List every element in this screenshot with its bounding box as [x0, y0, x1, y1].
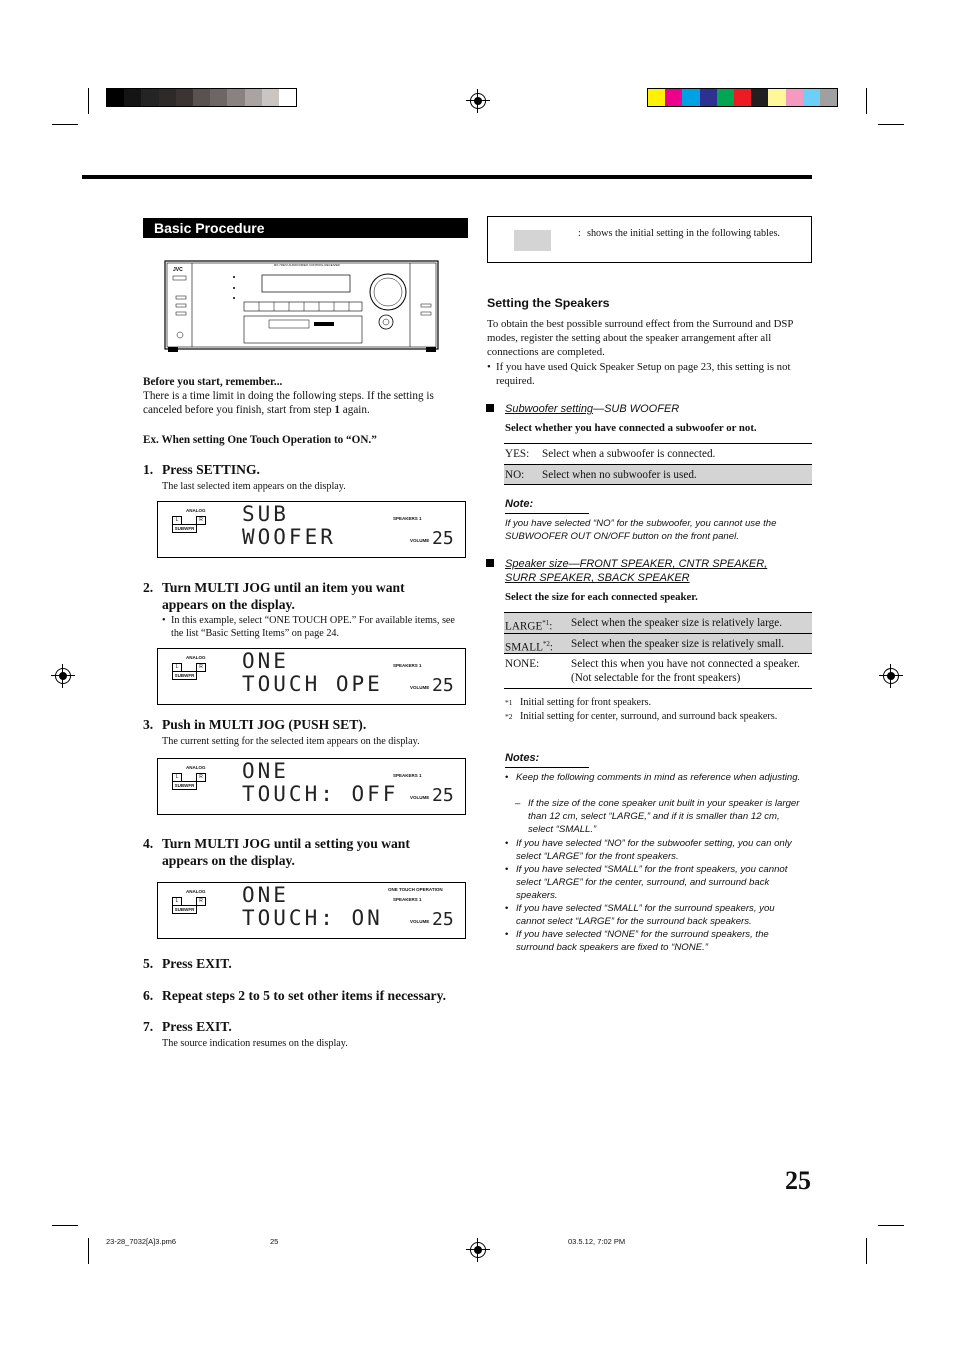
- notes-item: • Keep the following comments in mind as reference when adjusting.: [505, 772, 801, 783]
- calibration-swatch: [176, 89, 193, 106]
- crop-mark: [88, 88, 89, 114]
- step-5: 5. Press EXIT.: [143, 956, 232, 971]
- calibration-swatch: [820, 89, 837, 106]
- notes-item: • If you have selected “SMALL” for the front speakers, you cannot select “LARGE” for the center, surround, and surround back speakers.: [505, 864, 788, 901]
- notes-subitem: – If the size of the cone speaker unit built in your speaker is larger than 12 cm, select “LARGE,” and if it is smaller than 12 cm, select “SMALL.”: [515, 798, 800, 835]
- crop-mark: [866, 1238, 867, 1264]
- calibration-swatch: [751, 89, 768, 106]
- calibration-swatch: [734, 89, 751, 106]
- speaker-size-heading: Speaker size—FRONT SPEAKER, CNTR SPEAKER, SURR SPEAKER, SBACK SPEAKER: [505, 557, 810, 585]
- speakers-intro: To obtain the best possible surround effect from the Surround and DSP modes, register the setting about the speaker arrangement after all connections are completed.: [487, 318, 794, 358]
- legend-colon: :: [578, 228, 581, 239]
- crop-mark: [52, 1225, 78, 1226]
- step-4: 4. Turn MULTI JOG until a setting you want appears on the display.: [143, 836, 410, 868]
- registration-target-icon: [470, 93, 486, 109]
- step-1-desc: The last selected item appears on the display.: [162, 481, 346, 492]
- device-model: RX-7032V AUDIO/VIDEO CONTROL RECEIVER: [274, 263, 340, 267]
- calibration-swatch: [786, 89, 803, 106]
- notes-item: • If you have selected “NONE” for the surround speakers, the surround back speakers are fixed to “NONE.”: [505, 929, 769, 953]
- crop-mark: [52, 124, 78, 125]
- step-2-desc: • In this example, select “ONE TOUCH OPE.” For available items, see the list “Basic Setting Items” on page 24.: [162, 615, 455, 639]
- receiver-front-panel-illustration: [164, 258, 440, 354]
- calibration-swatch: [159, 89, 176, 106]
- legend-box: [487, 216, 812, 263]
- table-row: NO: Select when no subwoofer is used.: [504, 464, 812, 485]
- subwoofer-note: If you have selected “NO” for the subwoofer, you cannot use the SUBWOOFER OUT ON/OFF button on the front panel.: [505, 518, 777, 542]
- table-row: SMALL$^{*2}$: Select when the speaker size is relatively small.: [504, 633, 812, 653]
- before-text: There is a time limit in doing the following steps. If the setting is canceled before you finish, start from step 1 again.: [143, 390, 434, 416]
- table-row: LARGE$^{*1}$: Select when the speaker size is relatively large.: [504, 612, 812, 633]
- crop-mark: [878, 124, 904, 125]
- calibration-swatch: [665, 89, 682, 106]
- registration-target-icon: [470, 1242, 486, 1258]
- gray-calibration-bar: [106, 88, 297, 107]
- calibration-swatch: [245, 89, 262, 106]
- calibration-swatch: [107, 89, 124, 106]
- calibration-swatch: [700, 89, 717, 106]
- calibration-swatch: [193, 89, 210, 106]
- section-title: Basic Procedure: [143, 218, 468, 238]
- step-7-desc: The source indication resumes on the display.: [162, 1038, 348, 1049]
- calibration-swatch: [210, 89, 227, 106]
- table-row: YES: Select when a subwoofer is connected.: [504, 443, 812, 464]
- subwoofer-instruction: Select whether you have connected a subwoofer or not.: [505, 422, 757, 434]
- calibration-swatch: [124, 89, 141, 106]
- crop-mark: [88, 1238, 89, 1264]
- before-title: Before you start, remember...: [143, 376, 283, 388]
- step-3-desc: The current setting for the selected item appears on the display.: [162, 736, 420, 747]
- note-title: Note:: [505, 498, 534, 510]
- subwoofer-heading: Subwoofer setting—SUB WOOFER: [505, 402, 810, 416]
- speaker-size-instruction: Select the size for each connected speaker.: [505, 591, 698, 603]
- speakers-title: Setting the Speakers: [487, 296, 610, 310]
- step-6: 6. Repeat steps 2 to 5 to set other items if necessary.: [143, 988, 447, 1003]
- display-panel: ANALOG L R SUBWFR ONE TOUCH OPE SPEAKERS 1 VOLUME 25: [157, 648, 466, 705]
- table-row: NONE: Select this when you have not connected a speaker. (Not selectable for the front speakers): [504, 653, 812, 689]
- footer-file: 23-28_7032[A]3.pm6: [106, 1237, 177, 1246]
- notes-title: Notes:: [505, 752, 540, 764]
- step-2: 2. Turn MULTI JOG until an item you want appears on the display.: [143, 580, 405, 612]
- footnote: *2 Initial setting for center, surround, and surround back speakers.: [505, 711, 778, 722]
- calibration-swatch: [141, 89, 158, 106]
- speakers-bullet: • If you have used Quick Speaker Setup on page 23, this setting is not required.: [487, 361, 791, 387]
- calibration-swatch: [682, 89, 699, 106]
- header-rule: [82, 175, 812, 179]
- step-1: 1. Press SETTING.: [143, 462, 260, 477]
- calibration-swatch: [227, 89, 244, 106]
- calibration-swatch: [717, 89, 734, 106]
- crop-mark: [866, 88, 867, 114]
- footer-date: 03.5.12, 7:02 PM: [568, 1237, 626, 1246]
- color-calibration-bar: [647, 88, 838, 107]
- registration-target-icon: [883, 668, 899, 684]
- calibration-swatch: [262, 89, 279, 106]
- note-underline: [505, 767, 589, 768]
- calibration-swatch: [279, 89, 296, 106]
- note-underline: [505, 513, 589, 514]
- example-caption: Ex. When setting One Touch Operation to “ON.”: [143, 434, 377, 446]
- calibration-swatch: [768, 89, 785, 106]
- display-panel: ANALOG L R SUBWFR SUB WOOFER SPEAKERS 1 VOLUME 25: [157, 501, 466, 558]
- calibration-swatch: [803, 89, 820, 106]
- shaded-swatch: [514, 230, 551, 251]
- display-panel: ANALOG L R SUBWFR ONE TOUCH OPERATION ONE TOUCH: ON SPEAKERS 1 VOLUME 25: [157, 882, 466, 939]
- legend-text: shows the initial setting in the following tables.: [587, 228, 780, 239]
- step-3: 3. Push in MULTI JOG (PUSH SET).: [143, 717, 367, 732]
- crop-mark: [878, 1225, 904, 1226]
- footer-page: 25: [270, 1237, 279, 1246]
- calibration-swatch: [648, 89, 665, 106]
- notes-item: • If you have selected “SMALL” for the surround speakers, you cannot select “LARGE” for the surround back speakers.: [505, 903, 775, 927]
- footnote: *1 Initial setting for front speakers.: [505, 697, 651, 708]
- step-7: 7. Press EXIT.: [143, 1019, 232, 1034]
- registration-target-icon: [55, 668, 71, 684]
- device-brand: JVC: [173, 267, 183, 273]
- display-panel: ANALOG L R SUBWFR ONE TOUCH: OFF SPEAKERS 1 VOLUME 25: [157, 758, 466, 815]
- notes-item: • If you have selected “NO” for the subwoofer setting, you can only select “LARGE” for the front speakers.: [505, 838, 792, 862]
- page-number: 25: [785, 1166, 811, 1195]
